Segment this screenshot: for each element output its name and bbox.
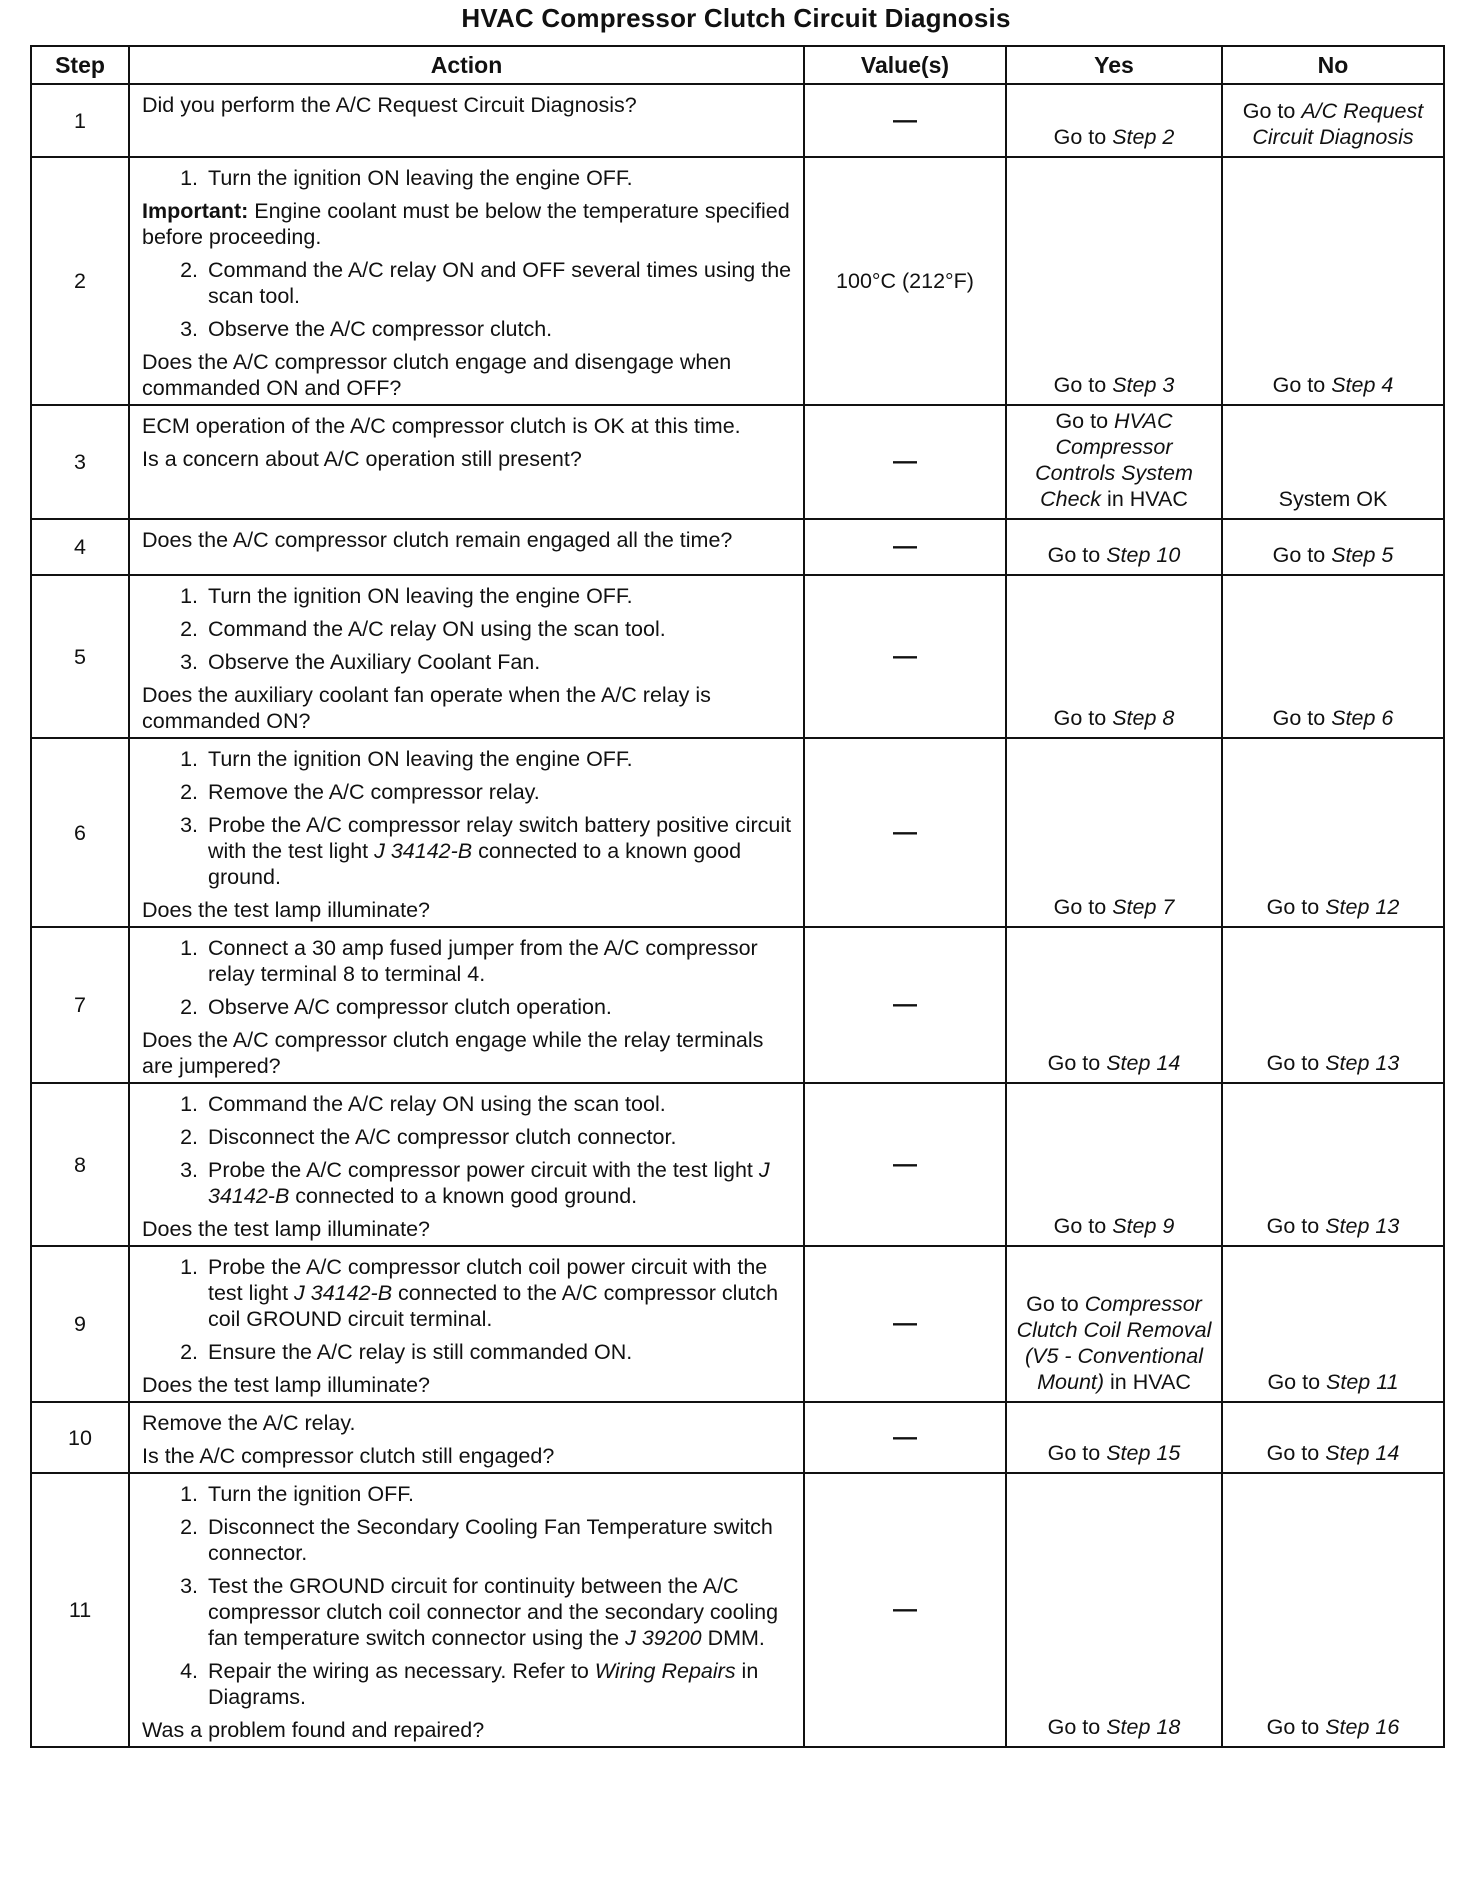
no-outcome-cell (1222, 1246, 1444, 1402)
value-cell (804, 927, 1006, 1083)
list-number: 1. (180, 584, 198, 608)
text-run: Does the A/C compressor clutch remain engaged all the time? (142, 528, 733, 552)
document-title: HVAC Compressor Clutch Circuit Diagnosis (461, 3, 1011, 33)
list-number: 3. (180, 650, 198, 674)
text-run: Step 9 (1112, 1214, 1175, 1238)
text-run: Go to (1047, 543, 1107, 567)
value-cell (804, 84, 1006, 157)
text-run: Go to (1055, 409, 1114, 433)
table-row (31, 1083, 1444, 1246)
no-outcome-cell (1222, 519, 1444, 575)
text-run: Go to (1272, 373, 1332, 397)
dash-value: — (893, 1310, 917, 1337)
action-list-item (142, 994, 795, 1020)
list-text (208, 1124, 795, 1150)
action-cell (129, 927, 804, 1083)
list-number: 1. (180, 1092, 198, 1116)
list-number: 2. (180, 780, 198, 804)
action-cell (129, 575, 804, 738)
action-list-item (142, 316, 795, 342)
action-paragraph (142, 682, 795, 734)
header-action: Action (129, 46, 804, 84)
action-content (130, 1474, 803, 1746)
action-paragraph (142, 92, 795, 118)
action-paragraph (142, 897, 795, 923)
text-run: Is a concern about A/C operation still present? (142, 447, 582, 471)
list-text (208, 316, 795, 342)
text-run: Command the A/C relay ON using the scan tool. (208, 617, 666, 641)
list-text (208, 779, 795, 805)
no-outcome (1223, 1367, 1443, 1397)
text-run: A/C Request Circuit Diagnosis (1252, 99, 1424, 149)
no-outcome-cell (1222, 927, 1444, 1083)
text-run: Ensure the A/C relay is still commanded ON. (208, 1340, 633, 1364)
list-text (208, 746, 795, 772)
action-cell (129, 1402, 804, 1473)
text-run: Step 16 (1325, 1715, 1400, 1739)
yes-outcome-cell (1006, 1246, 1222, 1402)
list-number: 1. (180, 1482, 198, 1506)
dash-value: — (893, 642, 917, 670)
action-paragraph (142, 198, 795, 250)
text-run: Probe the A/C compressor power circuit with the test light (208, 1158, 759, 1182)
text-run: Step 12 (1325, 895, 1400, 919)
list-number: 2. (180, 1515, 198, 1539)
dash-value: — (893, 1150, 917, 1178)
yes-outcome-cell (1006, 738, 1222, 927)
step-number: 11 (31, 1473, 129, 1747)
no-outcome (1223, 703, 1443, 733)
no-outcome-cell (1222, 575, 1444, 738)
action-list-item (142, 616, 795, 642)
no-outcome (1223, 892, 1443, 922)
action-list-item (142, 1157, 795, 1209)
text-run: Go to (1053, 895, 1113, 919)
text-run: Go to (1266, 1715, 1326, 1739)
text-run: Step 11 (1326, 1370, 1399, 1394)
list-number: 2. (180, 995, 198, 1019)
text-run: ECM operation of the A/C compressor clutch is OK at this time. (142, 414, 741, 438)
text-run: connected to the A/C compressor clutch coil GROUND circuit terminal. (208, 1281, 779, 1331)
text-run: DMM. (701, 1626, 765, 1650)
text-run: Does the test lamp illuminate? (142, 1217, 431, 1241)
no-outcome (1223, 484, 1443, 514)
text-run: HVAC Compressor Controls System Check (1035, 409, 1193, 511)
list-text (208, 1573, 795, 1651)
text-run: Probe the A/C compressor clutch coil power circuit with the test light (208, 1255, 768, 1305)
yes-outcome (1007, 122, 1221, 152)
table-body (31, 84, 1444, 1747)
action-content (130, 1403, 803, 1472)
action-list-item (142, 649, 795, 675)
list-text (208, 1091, 795, 1117)
list-text (208, 1254, 795, 1332)
dash-value: — (893, 991, 917, 1018)
list-number: 4. (180, 1659, 198, 1683)
list-text (208, 165, 795, 191)
action-list-item (142, 165, 795, 191)
text-run: J 39200 (625, 1626, 702, 1650)
text-run: Probe the A/C compressor relay switch battery positive circuit with the test light (208, 813, 792, 863)
text-run: in HVAC (1101, 487, 1188, 511)
no-outcome (1223, 1048, 1443, 1078)
text-run: Does the test lamp illuminate? (142, 1373, 431, 1397)
yes-outcome (1007, 370, 1221, 400)
text-run: in HVAC (1104, 1370, 1191, 1394)
yes-outcome-cell (1006, 405, 1222, 519)
yes-outcome-cell (1006, 1402, 1222, 1473)
list-number: 1. (180, 166, 198, 190)
value-cell (804, 519, 1006, 575)
no-outcome (1223, 1712, 1443, 1742)
action-paragraph (142, 1216, 795, 1242)
action-paragraph (142, 1410, 795, 1436)
value-cell (804, 738, 1006, 927)
step-number: 6 (31, 738, 129, 927)
text-run: Turn the ignition OFF. (208, 1482, 414, 1506)
text-run: Disconnect the Secondary Cooling Fan Temperature switch connector. (208, 1515, 773, 1565)
yes-outcome (1007, 703, 1221, 733)
action-list-item (142, 1481, 795, 1507)
step-number: 10 (31, 1402, 129, 1473)
no-outcome (1223, 370, 1443, 400)
list-number: 3. (180, 317, 198, 341)
action-content (130, 1247, 803, 1401)
text-run: Test the GROUND circuit for continuity between the A/C compressor clutch coil connector and the secondary cooling fan temperature switch connector using the (208, 1574, 779, 1650)
text-run: Step 15 (1106, 1441, 1181, 1465)
text-run: Does the auxiliary coolant fan operate when the A/C relay is commanded ON? (142, 683, 711, 733)
text-run: J 34142-B (208, 1158, 770, 1208)
action-content (130, 576, 803, 737)
list-number: 1. (180, 1255, 198, 1279)
text-run: Wiring Repairs (594, 1659, 736, 1683)
list-text (208, 257, 795, 309)
action-list-item (142, 1124, 795, 1150)
text-run: Did you perform the A/C Request Circuit Diagnosis? (142, 93, 637, 117)
text-run: Observe the A/C compressor clutch. (208, 317, 553, 341)
step-number: 3 (31, 405, 129, 519)
value-cell (804, 405, 1006, 519)
text-run: Go to (1272, 543, 1332, 567)
dash-value: — (893, 448, 917, 475)
text-run: Step 6 (1331, 706, 1394, 730)
text-run: Was a problem found and repaired? (142, 1718, 485, 1742)
list-text (208, 812, 795, 890)
text-run: Go to (1047, 1715, 1107, 1739)
value-cell (804, 1083, 1006, 1246)
list-number: 2. (180, 617, 198, 641)
list-text (208, 1514, 795, 1566)
action-cell (129, 1246, 804, 1402)
action-list-item (142, 1339, 795, 1365)
list-text (208, 1658, 795, 1710)
yes-outcome-cell (1006, 519, 1222, 575)
action-list-item (142, 746, 795, 772)
action-content (130, 739, 803, 926)
table-row (31, 1402, 1444, 1473)
yes-outcome-cell (1006, 157, 1222, 405)
action-cell (129, 738, 804, 927)
list-number: 1. (180, 936, 198, 960)
action-cell (129, 1083, 804, 1246)
text-run: Turn the ignition ON leaving the engine OFF. (208, 747, 633, 771)
action-content (130, 520, 803, 556)
action-paragraph (142, 527, 795, 553)
text-run: Is the A/C compressor clutch still engaged? (142, 1444, 555, 1468)
text-run: Go to (1266, 1214, 1326, 1238)
step-number: 9 (31, 1246, 129, 1402)
step-number: 5 (31, 575, 129, 738)
text-run: Step 14 (1325, 1441, 1400, 1465)
text-run: Connect a 30 amp fused jumper from the A/C compressor relay terminal 8 to terminal 4. (208, 936, 758, 986)
table-header-row (31, 46, 1444, 84)
list-text (208, 994, 795, 1020)
action-list-item (142, 257, 795, 309)
list-text (208, 1157, 795, 1209)
yes-outcome-cell (1006, 927, 1222, 1083)
value-text: 100°C (212°F) (836, 269, 974, 293)
action-content (130, 158, 803, 404)
action-cell (129, 84, 804, 157)
action-cell (129, 405, 804, 519)
text-run: Go to (1053, 706, 1113, 730)
text-run: Go to (1053, 1214, 1113, 1238)
text-run: Step 13 (1325, 1214, 1400, 1238)
text-run: Does the A/C compressor clutch engage and disengage when commanded ON and OFF? (142, 350, 732, 400)
no-outcome (1223, 96, 1443, 152)
list-text (208, 583, 795, 609)
no-outcome-cell (1222, 1402, 1444, 1473)
step-number: 1 (31, 84, 129, 157)
text-run: Go to (1272, 706, 1332, 730)
header-yes: Yes (1006, 46, 1222, 84)
action-list-item (142, 935, 795, 987)
list-number: 3. (180, 813, 198, 837)
text-run: Go to (1266, 895, 1326, 919)
table-row (31, 1473, 1444, 1747)
header-values: Value(s) (804, 46, 1006, 84)
no-outcome-cell (1222, 405, 1444, 519)
no-outcome-cell (1222, 157, 1444, 405)
text-run: J 34142-B (294, 1281, 393, 1305)
action-paragraph (142, 1372, 795, 1398)
table-row (31, 405, 1444, 519)
text-run: Engine coolant must be below the temperature specified before proceeding. (142, 199, 790, 249)
text-run: Go to (1266, 1051, 1326, 1075)
text-run: Disconnect the A/C compressor clutch connector. (208, 1125, 677, 1149)
yes-outcome (1007, 1289, 1221, 1397)
text-run: Step 14 (1106, 1051, 1181, 1075)
text-run: Go to (1267, 1370, 1327, 1394)
action-content (130, 85, 803, 121)
text-run: Important: (142, 199, 249, 223)
action-paragraph (142, 1717, 795, 1743)
yes-outcome-cell (1006, 575, 1222, 738)
yes-outcome (1007, 1712, 1221, 1742)
text-run: Observe the Auxiliary Coolant Fan. (208, 650, 541, 674)
no-outcome-cell (1222, 1083, 1444, 1246)
action-list-item (142, 1658, 795, 1710)
no-outcome-cell (1222, 738, 1444, 927)
action-list-item (142, 583, 795, 609)
yes-outcome-cell (1006, 1473, 1222, 1747)
text-run: Go to (1053, 125, 1113, 149)
text-run: Step 8 (1112, 706, 1175, 730)
text-run: Compressor Clutch Coil Removal (V5 - Conventional Mount) (1016, 1292, 1212, 1394)
text-run: Go to (1026, 1292, 1085, 1316)
header-no: No (1222, 46, 1444, 84)
list-number: 2. (180, 258, 198, 282)
action-cell (129, 157, 804, 405)
action-list-item (142, 1514, 795, 1566)
text-run: Step 10 (1106, 543, 1181, 567)
table-row (31, 157, 1444, 405)
action-paragraph (142, 413, 795, 439)
list-number: 1. (180, 747, 198, 771)
action-paragraph (142, 349, 795, 401)
text-run: J 34142-B (374, 839, 473, 863)
value-cell (804, 575, 1006, 738)
text-run: connected to a known good ground. (289, 1184, 638, 1208)
list-text (208, 616, 795, 642)
text-run: Step 18 (1106, 1715, 1181, 1739)
yes-outcome (1007, 892, 1221, 922)
text-run: Does the A/C compressor clutch engage while the relay terminals are jumpered? (142, 1028, 764, 1078)
table-row (31, 84, 1444, 157)
text-run: connected to a known good ground. (208, 839, 742, 889)
table-row (31, 738, 1444, 927)
yes-outcome (1007, 1211, 1221, 1241)
text-run: Turn the ignition ON leaving the engine OFF. (208, 584, 633, 608)
action-content (130, 928, 803, 1082)
value-cell (804, 1402, 1006, 1473)
header-step: Step (31, 46, 129, 84)
action-cell (129, 1473, 804, 1747)
value-cell (804, 1473, 1006, 1747)
table-row (31, 519, 1444, 575)
text-run: Go to (1242, 99, 1302, 123)
list-text (208, 1481, 795, 1507)
text-run: Turn the ignition ON leaving the engine OFF. (208, 166, 633, 190)
list-number: 2. (180, 1340, 198, 1364)
step-number: 2 (31, 157, 129, 405)
list-number: 3. (180, 1158, 198, 1182)
text-run: Command the A/C relay ON using the scan tool. (208, 1092, 666, 1116)
list-text (208, 935, 795, 987)
action-content (130, 406, 803, 475)
text-run: Repair the wiring as necessary. Refer to (208, 1659, 595, 1683)
no-outcome-cell (1222, 84, 1444, 157)
table-row (31, 1246, 1444, 1402)
text-run: Step 3 (1112, 373, 1175, 397)
action-list-item (142, 1091, 795, 1117)
diagnosis-table (30, 45, 1445, 1748)
action-paragraph (142, 446, 795, 472)
yes-outcome (1007, 1438, 1221, 1468)
text-run: Remove the A/C compressor relay. (208, 780, 540, 804)
table-row (31, 927, 1444, 1083)
dash-value: — (893, 818, 917, 846)
step-number: 8 (31, 1083, 129, 1246)
list-number: 2. (180, 1125, 198, 1149)
text-run: Step 5 (1331, 543, 1394, 567)
yes-outcome (1007, 540, 1221, 570)
yes-outcome-cell (1006, 1083, 1222, 1246)
text-run: Go to (1047, 1051, 1107, 1075)
text-run: Step 13 (1325, 1051, 1400, 1075)
text-run: Does the test lamp illuminate? (142, 898, 431, 922)
text-run: Go to (1047, 1441, 1107, 1465)
list-text (208, 1339, 795, 1365)
text-run: Step 2 (1112, 125, 1175, 149)
dash-value: — (893, 1596, 917, 1623)
text-run: System OK (1278, 487, 1388, 511)
action-list-item (142, 1573, 795, 1651)
table-row (31, 575, 1444, 738)
no-outcome (1223, 1438, 1443, 1468)
action-content (130, 1084, 803, 1245)
action-list-item (142, 1254, 795, 1332)
value-cell (804, 1246, 1006, 1402)
text-run: Step 7 (1112, 895, 1175, 919)
text-run: in Diagrams. (208, 1659, 759, 1709)
step-number: 7 (31, 927, 129, 1083)
text-run: Go to (1266, 1441, 1326, 1465)
action-cell (129, 519, 804, 575)
text-run: Go to (1053, 373, 1113, 397)
action-paragraph (142, 1027, 795, 1079)
yes-outcome (1007, 1048, 1221, 1078)
list-number: 3. (180, 1574, 198, 1598)
no-outcome (1223, 1211, 1443, 1241)
yes-outcome (1007, 406, 1221, 514)
action-list-item (142, 812, 795, 890)
action-list-item (142, 779, 795, 805)
no-outcome (1223, 540, 1443, 570)
yes-outcome-cell (1006, 84, 1222, 157)
value-cell (804, 157, 1006, 405)
no-outcome-cell (1222, 1473, 1444, 1747)
text-run: Remove the A/C relay. (142, 1411, 356, 1435)
list-text (208, 649, 795, 675)
step-number: 4 (31, 519, 129, 575)
text-run: Command the A/C relay ON and OFF several times using the scan tool. (208, 258, 792, 308)
dash-value: — (893, 106, 917, 134)
text-run: Observe A/C compressor clutch operation. (208, 995, 612, 1019)
dash-value: — (893, 533, 917, 560)
dash-value: — (893, 1423, 917, 1451)
action-paragraph (142, 1443, 795, 1469)
text-run: Step 4 (1331, 373, 1394, 397)
